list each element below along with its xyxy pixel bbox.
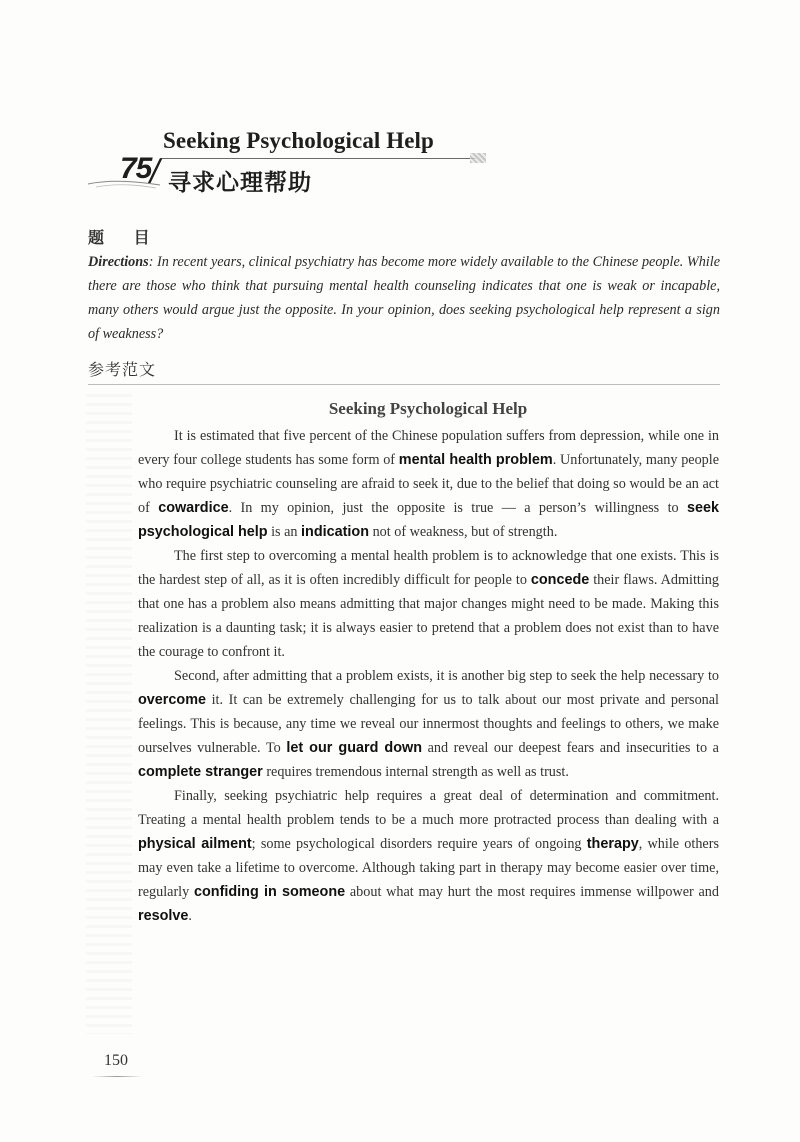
topic-label: 题 目 [88, 228, 162, 247]
chapter-rule-ornament [470, 153, 486, 163]
page-number-underline [92, 1076, 142, 1077]
page-number: 150 [104, 1052, 128, 1069]
chapter-title-en: Seeking Psychological Help [163, 128, 434, 153]
essay-paragraph-4 [138, 784, 719, 928]
key-phrase: cowardice [158, 500, 229, 516]
key-phrase: indication [301, 524, 370, 540]
essay-title: Seeking Psychological Help [328, 399, 528, 418]
essay-text: not of weakness, but of strength. [369, 524, 558, 540]
essay-text: it. It can be extremely challenging for us to talk about our most private and personal feelings. This is because, any time we reveal our innermost thoughts and feelings to others, we make ourselves vulnerable. To [138, 692, 719, 756]
key-phrase: concede [530, 572, 590, 588]
key-phrase: confiding in someone [193, 884, 346, 900]
chapter-title-rule [160, 158, 476, 159]
key-phrase: physical ailment [138, 836, 252, 852]
essay-text: is an [267, 524, 302, 540]
key-phrase: therapy [586, 836, 639, 852]
directions-label: Directions [88, 254, 149, 270]
chapter-title-zh: 寻求心理帮助 [168, 170, 312, 196]
essay-paragraph-1 [138, 424, 719, 544]
essay-text: Second, after admitting that a problem exists, it is another big step to seek the help necessary to [174, 668, 719, 684]
sample-essay-label: 参考范文 [88, 360, 157, 379]
essay-text: , while others may even take a lifetime to overcome. Although taking part in therapy may become easier over time, regularly [138, 836, 719, 900]
directions-text [88, 250, 720, 346]
key-phrase: complete stranger [138, 764, 263, 780]
essay-paragraph-3 [138, 664, 719, 784]
key-phrase: resolve [138, 908, 189, 924]
essay-paragraph-2 [138, 544, 719, 664]
chapter-number: 75 [120, 152, 152, 185]
essay-text: ; some psychological disorders require years of ongoing [251, 836, 587, 852]
essay-body [138, 424, 719, 928]
chapter-slash-ornament: / [146, 153, 164, 191]
essay-text: . In my opinion, just the opposite is true — a person’s willingness to [228, 500, 687, 516]
margin-texture [86, 394, 132, 1034]
key-phrase: let our guard down [286, 740, 422, 756]
essay-text: Finally, seeking psychiatric help requires a great deal of determination and commitment. Treating a mental health problem tends to be a much more protracted process than dealing with a [138, 788, 719, 828]
section-divider [88, 384, 720, 385]
essay-text: . Unfortunately, many people who require psychiatric counseling are afraid to seek it, due to the belief that doing so would be an act of [138, 452, 720, 516]
key-phrase: mental health problem [398, 452, 553, 468]
key-phrase: overcome [138, 692, 206, 708]
essay-text: It is estimated that five percent of the Chinese population suffers from depression, while one in every four college students has some form of [138, 428, 719, 468]
directions-body: : In recent years, clinical psychiatry has become more widely available to the Chinese people. While there are those who think that pursuing mental health counseling indicates that one is weak or incapable, many others would argue just the opposite. In your opinion, does seeking psychological help represent a sign of weakness? [88, 254, 720, 342]
essay-text: about what may hurt the most requires immense willpower and [345, 884, 719, 900]
essay-text: and reveal our deepest fears and insecurities to a [422, 740, 719, 756]
essay-text: their flaws. Admitting that one has a problem also means admitting that major changes might need to be made. Making this realization is a daunting task; it is always easier to pretend that a problem does not exist than to have the courage to confront it. [138, 572, 719, 660]
essay-text: The first step to overcoming a mental health problem is to acknowledge that one exists. This is the hardest step of all, as it is often incredibly difficult for people to [138, 548, 719, 588]
swoosh-ornament-icon [86, 176, 162, 190]
essay-text: . [188, 908, 192, 924]
key-phrase: seek psychological help [138, 500, 719, 540]
essay-text: requires tremendous internal strength as well as trust. [262, 764, 569, 780]
